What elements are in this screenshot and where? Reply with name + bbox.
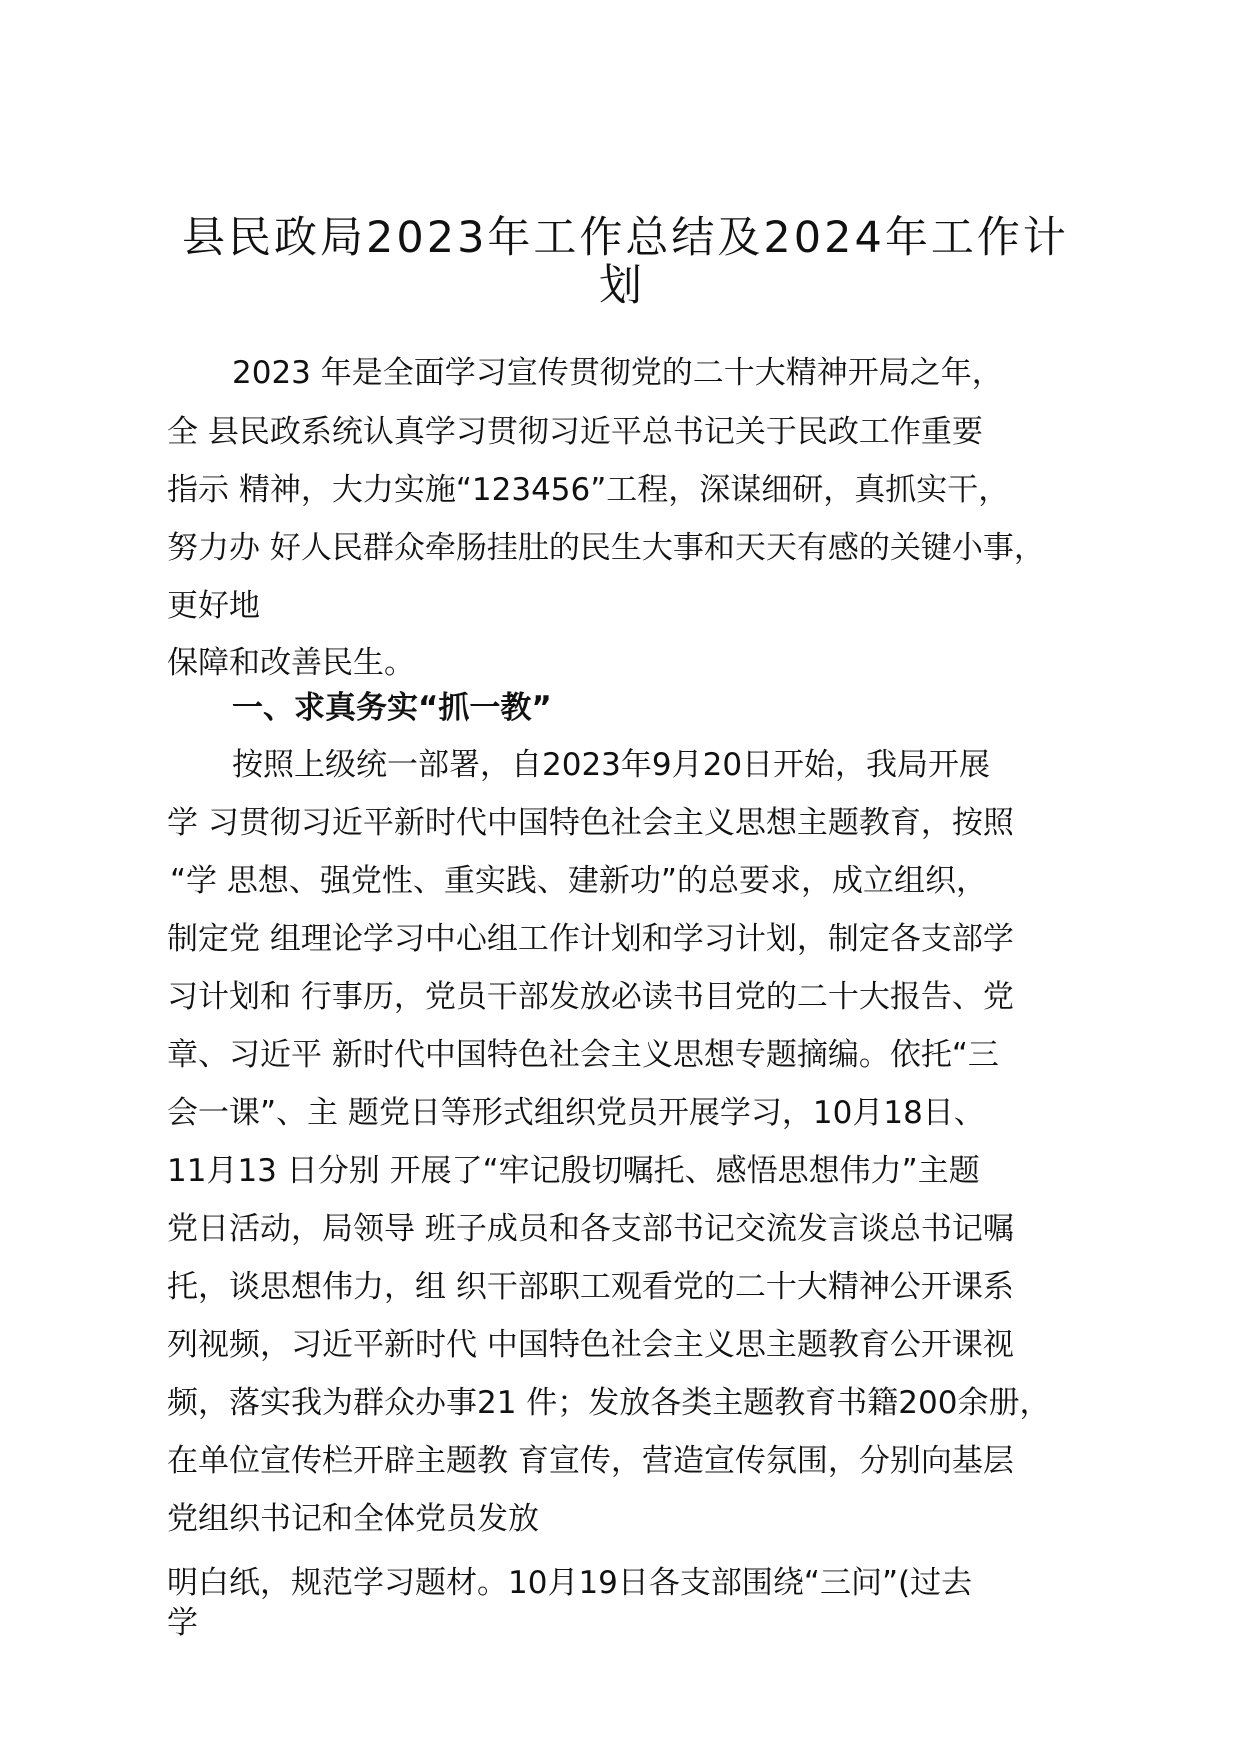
document-title-line-1: 县民政局2023年工作总结及2024年工作计 (182, 213, 1069, 263)
body-line: “学 思想、强党性、重实践、建新功”的总要求，成立组织， (170, 863, 987, 899)
body-line: 11月13 日分别 开展了“牢记殷切嘱托、感悟思想伟力”主题 (167, 1153, 980, 1189)
body-line: 按照上级统一部署，自2023年9月20日开始，我局开展 (232, 747, 991, 783)
body-line: 努力办 好人民群众牵肠挂肚的民生大事和天天有感的关键小事， (167, 530, 1045, 566)
body-line: 全 县民政系统认真学习贯彻习近平总书记关于民政工作重要 (167, 414, 983, 450)
body-line: 保障和改善民生。 (167, 645, 415, 681)
body-line: 习计划和 行事历，党员干部发放必读书目党的二十大报告、党 (167, 979, 1014, 1015)
body-line: 频，落实我为群众办事21 件；发放各类主题教育书籍200余册， (167, 1385, 1051, 1421)
body-line: 学 (167, 1605, 198, 1641)
body-line: 在单位宣传栏开辟主题教 育宣传，营造宣传氛围，分别向基层 (167, 1443, 1014, 1479)
body-line: 章、习近平 新时代中国特色社会主义思想专题摘编。依托“三 (167, 1037, 999, 1073)
body-line: 制定党 组理论学习中心组工作计划和学习计划，制定各支部学 (167, 921, 1014, 957)
body-line: 党组织书记和全体党员发放 (167, 1501, 539, 1537)
body-line: 托，谈思想伟力，组 织干部职工观看党的二十大精神公开课系 (167, 1269, 1014, 1305)
body-line: 更好地 (167, 588, 260, 624)
body-line: 党日活动，局领导 班子成员和各支部书记交流发言谈总书记嘱 (167, 1211, 1014, 1247)
body-line: 指示 精神，大力实施“123456”工程，深谋细研，真抓实干， (167, 472, 1010, 508)
body-line: 列视频，习近平新时代 中国特色社会主义思主题教育公开课视 (167, 1327, 1014, 1363)
document-title-line-2: 划 (599, 261, 645, 311)
body-line: 明白纸，规范学习题材。10月19日各支部围绕“三问”(过去 (167, 1565, 973, 1601)
body-line: 2023 年是全面学习宣传贯彻党的二十大精神开局之年， (232, 355, 1003, 391)
body-line: 会一课”、主 题党日等形式组织党员开展学习，10月18日、 (167, 1095, 985, 1131)
section-heading: 一、求真务实“抓一教” (232, 690, 552, 726)
body-line: 学 习贯彻习近平新时代中国特色社会主义思想主题教育，按照 (167, 805, 1014, 841)
